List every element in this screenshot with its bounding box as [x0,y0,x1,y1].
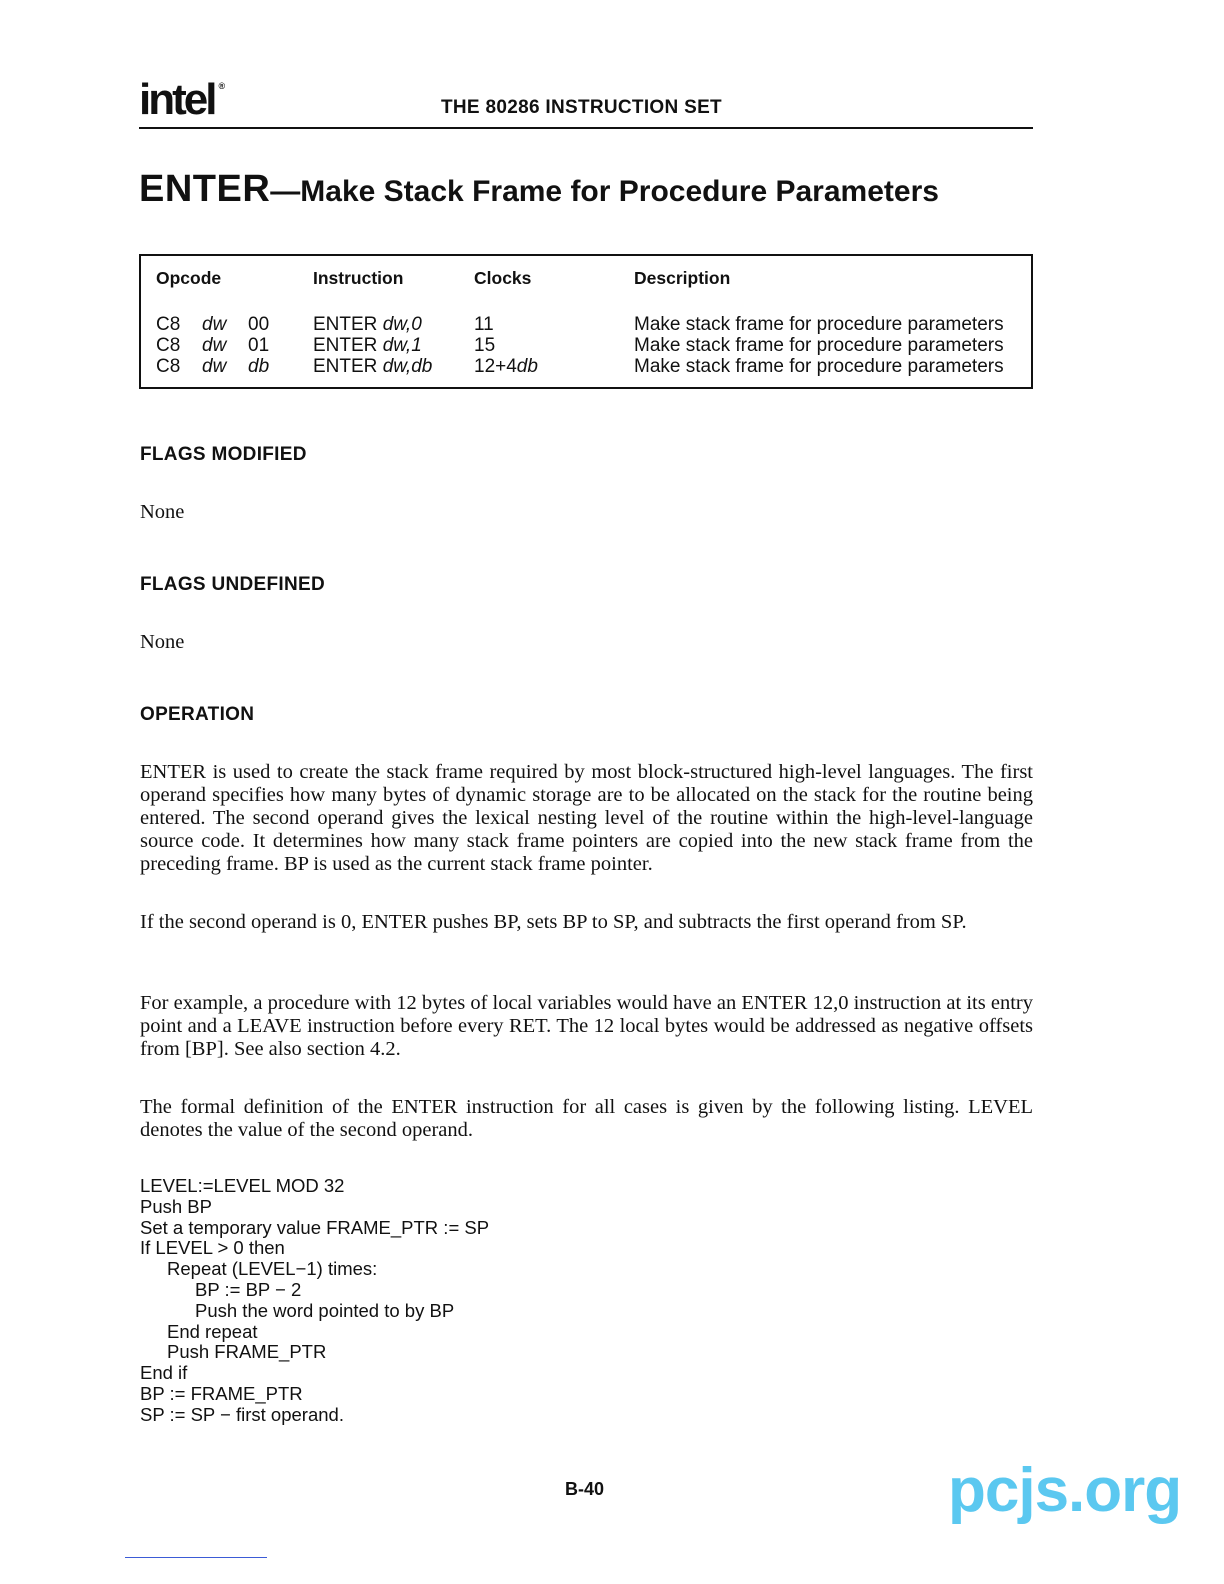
footer-rule [125,1557,267,1558]
opcode-table [139,254,1033,389]
flags-undefined-heading: FLAGS UNDEFINED [140,574,325,595]
header-divider [139,127,1033,129]
listing-line: Set a temporary value FRAME_PTR := SP [140,1216,490,1238]
listing-line: Push FRAME_PTR [167,1341,327,1363]
operation-paragraph: ENTER is used to create the stack frame required by most block-structured high-level languages. The first operand specifies how many bytes of dynamic storage are to be allocated on the stack for the routine being entered. The second operand gives the lexical nesting level of the routine within the high-level-language source code. It determines how many stack frame pointers are copied into the new stack frame from the preceding frame. BP is used as the current stack frame pointer. [140,761,1033,875]
table-cell-description: Make stack frame for procedure parameters [634,335,1004,356]
column-header-instruction: Instruction [313,268,404,288]
pcjs-watermark: pcjs.org [948,1456,1182,1525]
operation-listing [140,1176,489,1426]
running-title: THE 80286 INSTRUCTION SET [441,97,722,118]
listing-line: If LEVEL > 0 then [140,1237,285,1259]
listing-line: SP := SP − first operand. [140,1403,344,1425]
page-number: B-40 [565,1479,605,1499]
operation-paragraph: For example, a procedure with 12 bytes of local variables would have an ENTER 12,0 instruction at its entry point and a LEAVE instruction before every RET. The 12 local bytes would be addressed as negative offsets from [BP]. See also section 4.2. [140,992,1033,1060]
listing-line: LEVEL:=LEVEL MOD 32 [140,1175,345,1196]
table-cell-clocks: 11 [474,314,494,335]
column-header-clocks: Clocks [474,268,532,288]
listing-line: BP := BP − 2 [195,1278,302,1300]
table-cell-opcode: db [248,356,270,377]
title-subtitle: —Make Stack Frame for Procedure Parameters [270,175,939,208]
table-cell-opcode: C8 [156,356,181,377]
page-title [139,170,939,208]
listing-line: Push BP [140,1195,212,1217]
table-cell-instruction: ENTER dw,0 [313,314,422,335]
table-cell-instruction: ENTER dw,db [313,356,433,377]
table-cell-opcode: 01 [248,335,270,356]
table-cell-opcode: C8 [156,335,181,356]
listing-line: Repeat (LEVEL−1) times: [167,1258,378,1280]
listing-line: BP := FRAME_PTR [140,1382,303,1404]
operation-heading: OPERATION [140,704,255,725]
column-header-opcode: Opcode [156,268,222,288]
table-cell-description: Make stack frame for procedure parameters [634,356,1004,377]
table-cell-opcode: dw [202,335,227,356]
table-cell-clocks: 15 [474,335,496,356]
table-cell-instruction: ENTER dw,1 [313,335,422,356]
table-cell-description: Make stack frame for procedure parameters [634,314,1004,335]
table-cell-opcode: dw [202,356,227,377]
title-mnemonic: ENTER [139,168,271,210]
listing-line: Push the word pointed to by BP [195,1299,455,1321]
operation-paragraph: The formal definition of the ENTER instruction for all cases is given by the following listing. LEVEL denotes the value of the second operand. [140,1096,1033,1141]
listing-line: End repeat [167,1320,258,1342]
column-header-description: Description [634,268,731,288]
table-cell-clocks: 12+4db [474,356,538,377]
listing-line: End if [140,1362,188,1384]
table-cell-opcode: 00 [248,314,270,335]
flags-modified-value: None [140,501,185,523]
intel-logo: intel ® [139,75,226,124]
flags-modified-heading: FLAGS MODIFIED [140,444,307,465]
table-cell-opcode: dw [202,314,227,335]
table-cell-opcode: C8 [156,314,181,335]
operation-paragraph: If the second operand is 0, ENTER pushes BP, sets BP to SP, and subtracts the first operand from SP. [140,911,967,933]
flags-undefined-value: None [140,631,185,653]
